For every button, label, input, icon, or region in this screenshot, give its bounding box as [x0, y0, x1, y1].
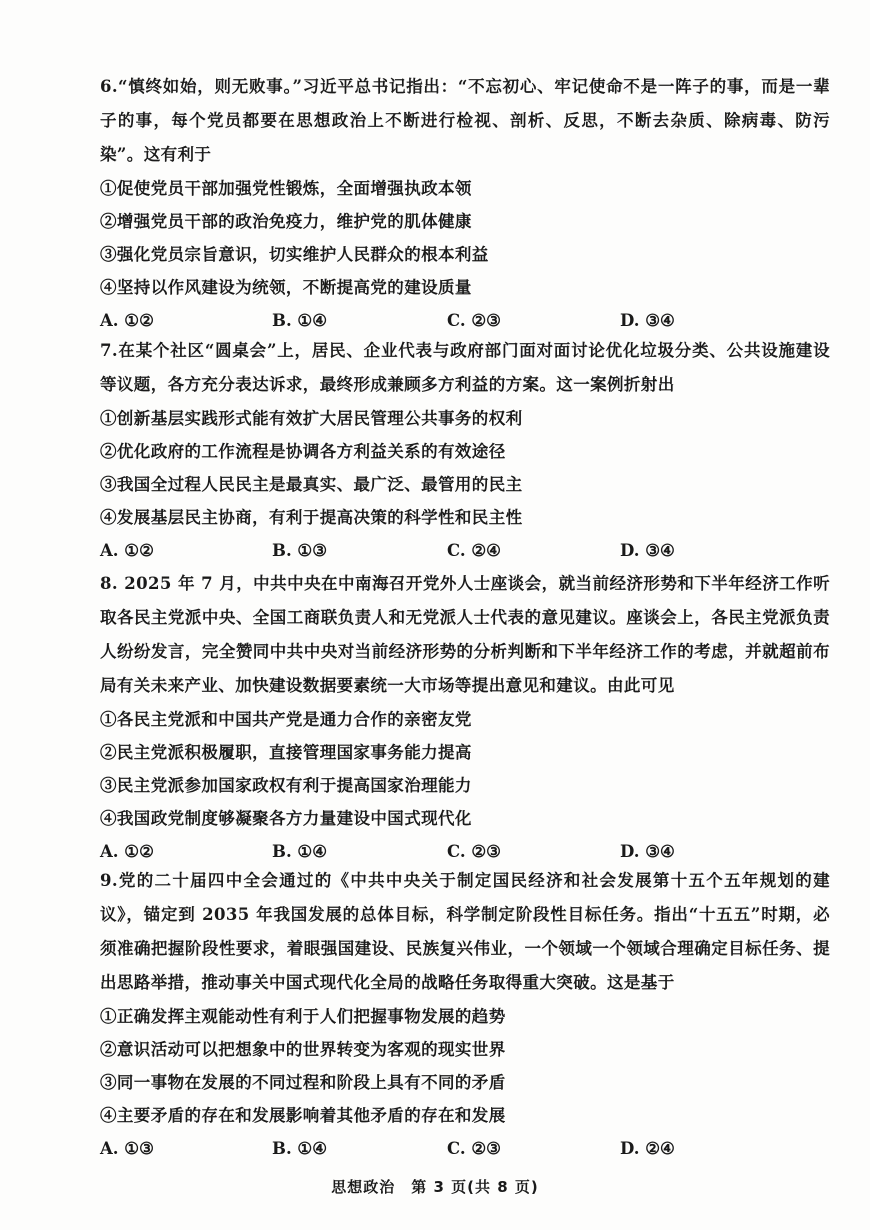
question-stem: 7.在某个社区“圆桌会”上，居民、企业代表与政府部门面对面讨论优化垃圾分类、公共设施建设等议题，各方充分表达诉求，最终形成兼顾多方利益的方案。这一案例折射出 [100, 341, 830, 394]
option-4: ④主要矛盾的存在和发展影响着其他矛盾的存在和发展 [100, 1106, 506, 1125]
answer-choices [100, 534, 830, 567]
choice-b: B. ①③ [272, 541, 328, 560]
option-3: ③民主党派参加国家政权有利于提高国家治理能力 [100, 776, 472, 795]
option-2: ②意识活动可以把想象中的世界转变为客观的现实世界 [100, 1040, 506, 1059]
answer-choices [100, 304, 830, 337]
option-3: ③强化党员宗旨意识，切实维护人民群众的根本利益 [100, 245, 489, 264]
choice-a: A. ①② [100, 541, 154, 560]
option-4: ④发展基层民主协商，有利于提高决策的科学性和民主性 [100, 508, 523, 527]
option-3: ③我国全过程人民民主是最真实、最广泛、最管用的民主 [100, 475, 523, 494]
choice-a: A. ①② [100, 842, 154, 861]
question-8 [100, 567, 830, 868]
option-1: ①创新基层实践形式能有效扩大居民管理公共事务的权利 [100, 409, 523, 428]
choice-d: D. ③④ [620, 842, 675, 861]
choice-c: C. ②④ [447, 541, 501, 560]
option-2: ②增强党员干部的政治免疫力，维护党的肌体健康 [100, 212, 472, 231]
option-4: ④坚持以作风建设为统领，不断提高党的建设质量 [100, 278, 472, 297]
option-1: ①促使党员干部加强党性锻炼，全面增强执政本领 [100, 179, 472, 198]
page-footer: 思想政治 第 3 页(共 8 页) [331, 1178, 539, 1196]
choice-d: D. ②④ [620, 1139, 675, 1158]
option-3: ③同一事物在发展的不同过程和阶段上具有不同的矛盾 [100, 1073, 506, 1092]
choice-c: C. ②③ [447, 311, 501, 330]
question-stem: 6.“慎终如始，则无败事。”习近平总书记指出：“不忘初心、牢记使命不是一阵子的事，而是一辈子的事，每个党员都要在思想政治上不断进行检视、剖析、反思，不断去杂质、除病毒、防污染”。这有利于 [100, 77, 830, 164]
question-stem: 9.党的二十届四中全会通过的《中共中央关于制定国民经济和社会发展第十五个五年规划的建议》，锚定到 2035 年我国发展的总体目标，科学制定阶段性目标任务。指出“十五五”时期，必须准确把握阶段性要求，着眼强国建设、民族复兴伟业，一个领域一个领域合理确定目标任务、提出思路举措，推动事关中国式现代化全局的战略任务取得重大突破。这是基于 [100, 871, 830, 992]
question-7 [100, 334, 830, 567]
answer-choices [100, 1132, 830, 1165]
choice-a: A. ①② [100, 311, 154, 330]
choice-c: C. ②③ [447, 1139, 501, 1158]
question-9 [100, 864, 830, 1165]
option-2: ②民主党派积极履职，直接管理国家事务能力提高 [100, 743, 472, 762]
option-1: ①各民主党派和中国共产党是通力合作的亲密友党 [100, 710, 472, 729]
question-6 [100, 70, 830, 337]
choice-a: A. ①③ [100, 1139, 154, 1158]
choice-c: C. ②③ [447, 842, 501, 861]
option-2: ②优化政府的工作流程是协调各方利益关系的有效途径 [100, 442, 506, 461]
choice-d: D. ③④ [620, 541, 675, 560]
question-stem: 8. 2025 年 7 月，中共中央在中南海召开党外人士座谈会，就当前经济形势和下半年经济工作听取各民主党派中央、全国工商联负责人和无党派人士代表的意见建议。座谈会上，各民主党派负责人纷纷发言，完全赞同中共中央对当前经济形势的分析判断和下半年经济工作的考虑，并就超前布局有关未来产业、加快建设数据要素统一大市场等提出意见和建议。由此可见 [100, 574, 830, 695]
choice-b: B. ①④ [272, 311, 328, 330]
option-1: ①正确发挥主观能动性有利于人们把握事物发展的趋势 [100, 1007, 506, 1026]
choice-b: B. ①④ [272, 842, 328, 861]
choice-d: D. ③④ [620, 311, 675, 330]
choice-b: B. ①④ [272, 1139, 328, 1158]
option-4: ④我国政党制度够凝聚各方力量建设中国式现代化 [100, 809, 472, 828]
